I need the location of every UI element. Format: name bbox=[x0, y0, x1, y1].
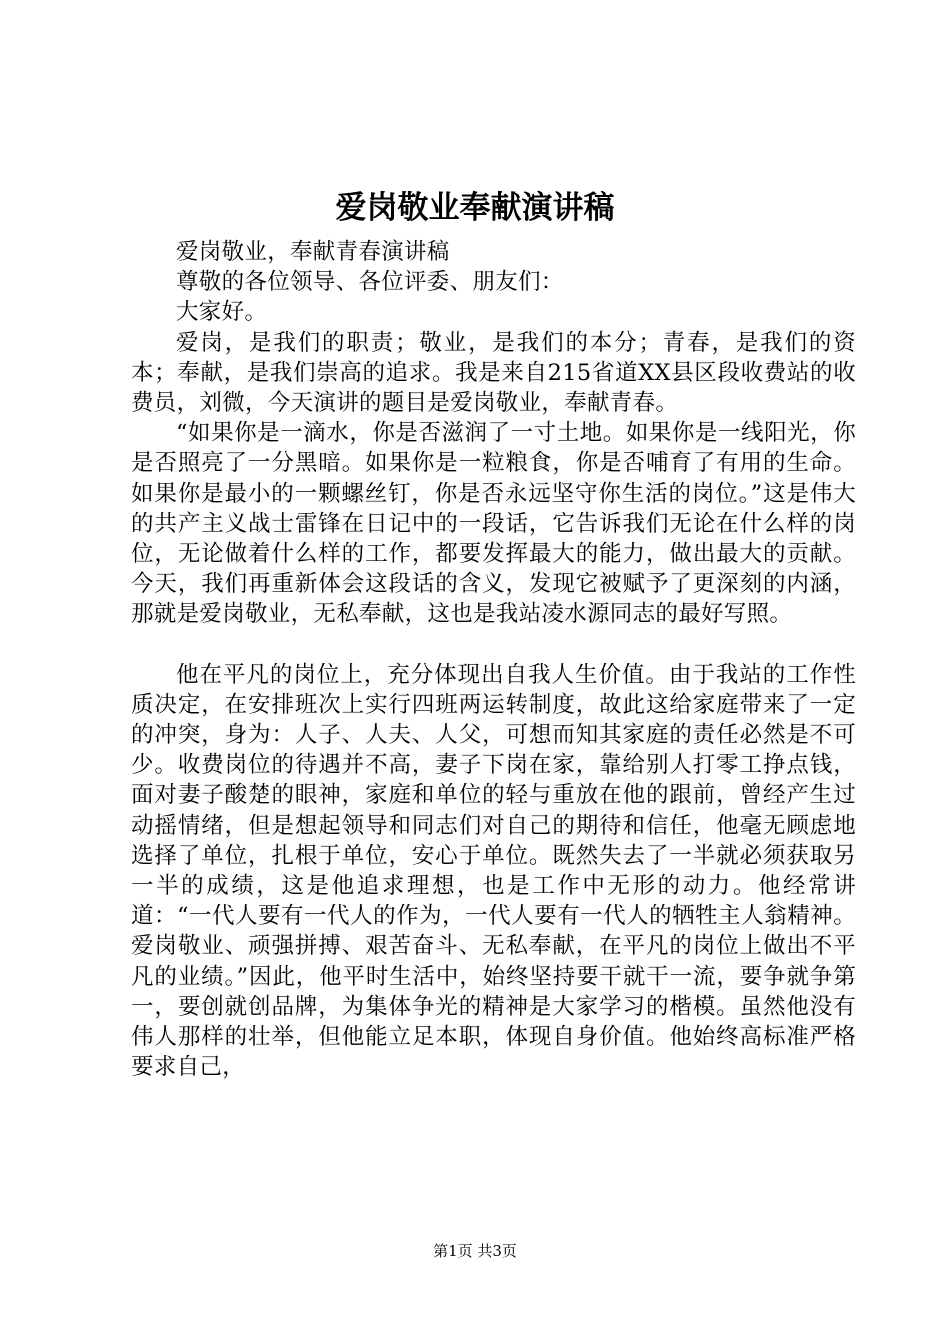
paragraph-story: 他在平凡的岗位上，充分体现出自我人生价值。由于我站的工作性质决定，在安排班次上实行四班两运转制度，故此这给家庭带来了一定的冲突，身为：人子、人夫、人父，可想而知其家庭的责任必然是不可少。收费岗位的待遇并不高，妻子下岗在家，靠给别人打零工挣点钱，面对妻子酸楚的眼神，家庭和单位的轻与重放在他的跟前，曾经产生过动摇情绪，但是想起领导和同志们对自己的期待和信任，他毫无顾虑地选择了单位，扎根于单位，安心于单位。既然失去了一半就必须获取另一半的成绩，这是他追求理想，也是工作中无形的动力。他经常讲道：“一代人要有一代人的作为，一代人要有一代人的牺牲主人翁精神。爱岗敬业、顽强拼搏、艰苦奋斗、无私奉献，在平凡的岗位上做出不平凡的业绩。”因此，他平时生活中，始终坚持要干就干一流，要争就争第一，要创就创品牌，为集体争光的精神是大家学习的楷模。虽然他没有伟人那样的壮举，但他能立足本职，体现自身价值。他始终高标准严格要求自己， bbox=[131, 661, 856, 1081]
paragraph-greeting: 大家好。 bbox=[176, 299, 268, 326]
paragraph-quote: “如果你是一滴水，你是否滋润了一寸土地。如果你是一线阳光，你是否照亮了一分黑暗。如果你是一粒粮食，你是否哺育了有用的生命。如果你是最小的一颗螺丝钉，你是否永远坚守你生活的岗位。”这是伟大的共产主义战士雷锋在日记中的一段话，它告诉我们无论在什么样的岗位，无论做着什么样的工作，都要发挥最大的能力，做出最大的贡献。今天，我们再重新体会这段话的含义，发现它被赋予了更深刻的内涵，那就是爱岗敬业，无私奉献，这也是我站凌水源同志的最好写照。 bbox=[131, 420, 856, 628]
paragraph-subtitle: 爱岗敬业，奉献青春演讲稿 bbox=[176, 239, 450, 265]
document-title: 爱岗敬业奉献演讲稿 bbox=[335, 190, 615, 226]
page-number-footer: 第1页 共3页 bbox=[433, 1242, 517, 1260]
paragraph-salutation: 尊敬的各位领导、各位评委、朋友们： bbox=[176, 269, 564, 296]
document-body bbox=[131, 237, 856, 1082]
paragraph-introduction: 爱岗，是我们的职责；敬业，是我们的本分；青春，是我们的资本；奉献，是我们崇高的追求。我是来自215省道XX县区段收费站的收费员，刘微，今天演讲的题目是爱岗敬业，奉献青春。 bbox=[131, 329, 856, 417]
